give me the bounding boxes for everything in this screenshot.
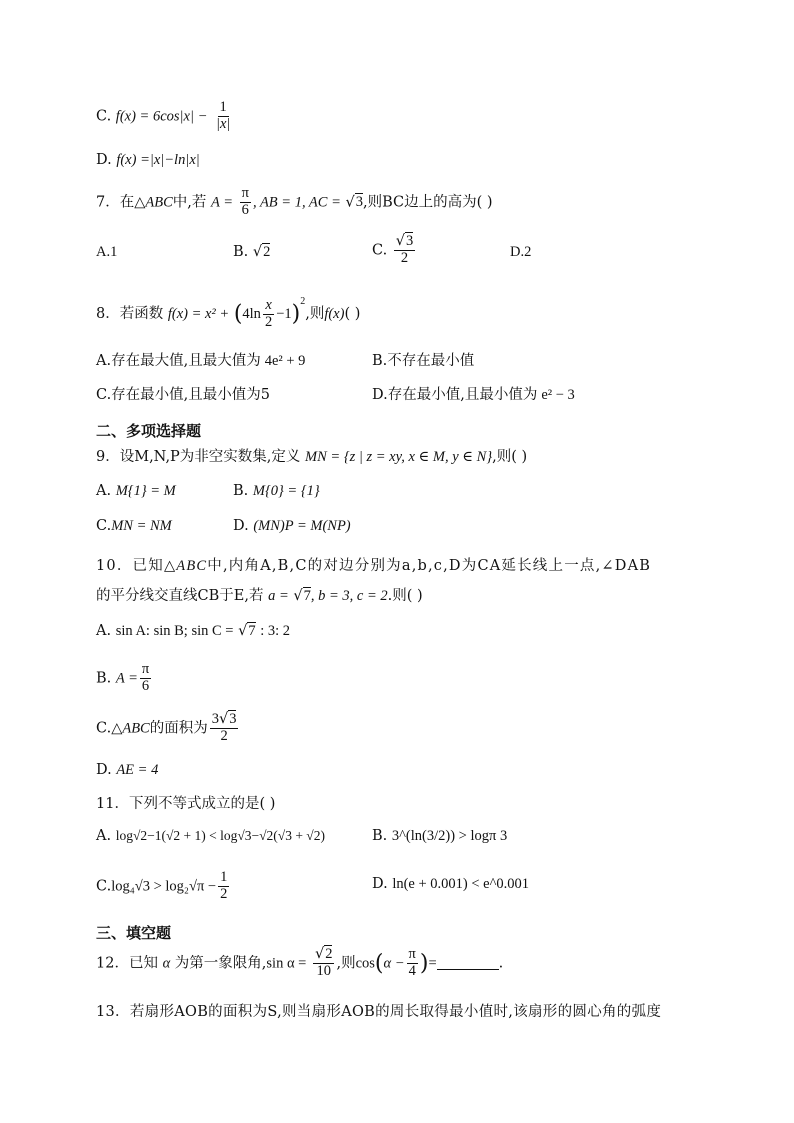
q6-option-c: C. f(x) = 6cos|x| − $\frac{1}{|x|}$ — [96, 99, 231, 132]
question-7: 7．在△ABC中,若 A = $\frac{\pi}{6}$ , AB = 1, AC = √3,则BC边上的高为( ) — [96, 185, 493, 218]
q10-option-b: B. A = $\frac{\pi}{6}$ — [96, 661, 150, 694]
fraction: $\frac{3√3}{2}$ — [211, 711, 237, 744]
fraction: $\frac{1}{2}$ — [220, 869, 228, 902]
fraction: $\frac{√3}{2}$ — [395, 233, 414, 266]
question-10: 10．已知△ABC中,内角A,B,C的对边分别为a,b,c,D为CA延长线上一点,∠DAB — [96, 558, 652, 574]
q9-option-a: A. M{1} = M — [96, 483, 176, 499]
q7-option-b: B. √2 — [233, 244, 271, 260]
section-heading-fill-in: 三、填空题 — [96, 924, 172, 942]
q9-option-c: C.MN = NM — [96, 518, 172, 534]
q6-option-d: D. f(x) =|x|−ln|x| — [96, 152, 200, 168]
q10-option-a: A. sin A: sin B; sin C = √7 : 3: 2 — [96, 623, 290, 639]
q11-option-c: C.log₄√3 > log₂√π − $\frac{1}{2}$ — [96, 869, 228, 902]
question-12: 12．已知 α 为第一象限角,sin α = $\frac{√2}{10}$ ,则cos(α − $\frac{\pi}{4}$ )= . — [96, 946, 504, 979]
q7-option-a: A.1 — [96, 244, 118, 260]
q11-option-d: D. ln(e + 0.001) < e^0.001 — [372, 876, 530, 892]
q8-option-b: B.不存在最小值 — [372, 353, 475, 369]
q9-option-b: B. M{0} = {1} — [233, 483, 320, 499]
q7-option-d: D.2 — [510, 244, 532, 260]
q11-option-b: B. 3^(ln(3/2)) > logπ 3 — [372, 828, 508, 844]
fraction: $\frac{x}{2}$ — [264, 296, 273, 330]
question-11: 11．下列不等式成立的是( ) — [96, 796, 276, 812]
q8-option-a: A.存在最大值,且最大值为 4e² + 9 — [96, 353, 306, 369]
q8-option-c: C.存在最小值,且最小值为5 — [96, 387, 271, 403]
q8-option-d: D.存在最小值,且最小值为 e² − 3 — [372, 387, 575, 403]
q10-option-d: D. AE = 4 — [96, 762, 159, 778]
fraction: $\frac{1}{|x|}$ — [215, 99, 231, 132]
section-heading-multiple-choice: 二、多项选择题 — [96, 422, 202, 440]
q10-option-c: C.△ABC的面积为 $\frac{3√3}{2}$ — [96, 711, 237, 744]
fraction: $\frac{\pi}{6}$ — [141, 661, 150, 694]
question-9: 9．设M,N,P为非空实数集,定义 MN = {z | z = xy, x ∈ M, y ∈ N},则( ) — [96, 449, 528, 465]
question-8: 8．若函数 f(x) = x² + (4ln $\frac{x}{2}$ −1)$^2$,则f(x)( ) — [96, 296, 361, 330]
question-13: 13．若扇形AOB的面积为S,则当扇形AOB的周长取得最小值时,该扇形的圆心角的弧度 — [96, 1004, 662, 1020]
question-10-line-2: 的平分线交直线CB于E,若 a = √7, b = 3, c = 2.则( ) — [96, 588, 423, 604]
q7-option-c: C. $\frac{√3}{2}$ — [372, 233, 414, 266]
answer-blank[interactable] — [437, 955, 499, 970]
fraction: $\frac{\pi}{4}$ — [408, 946, 416, 979]
q9-option-d: D. (MN)P = M(NP) — [233, 518, 351, 534]
fraction: $\frac{√2}{10}$ — [314, 946, 333, 979]
fraction: $\frac{\pi}{6}$ — [241, 185, 249, 218]
q11-option-a: A. log√2−1(√2 + 1) < log√3−√2(√3 + √2) — [96, 828, 325, 844]
